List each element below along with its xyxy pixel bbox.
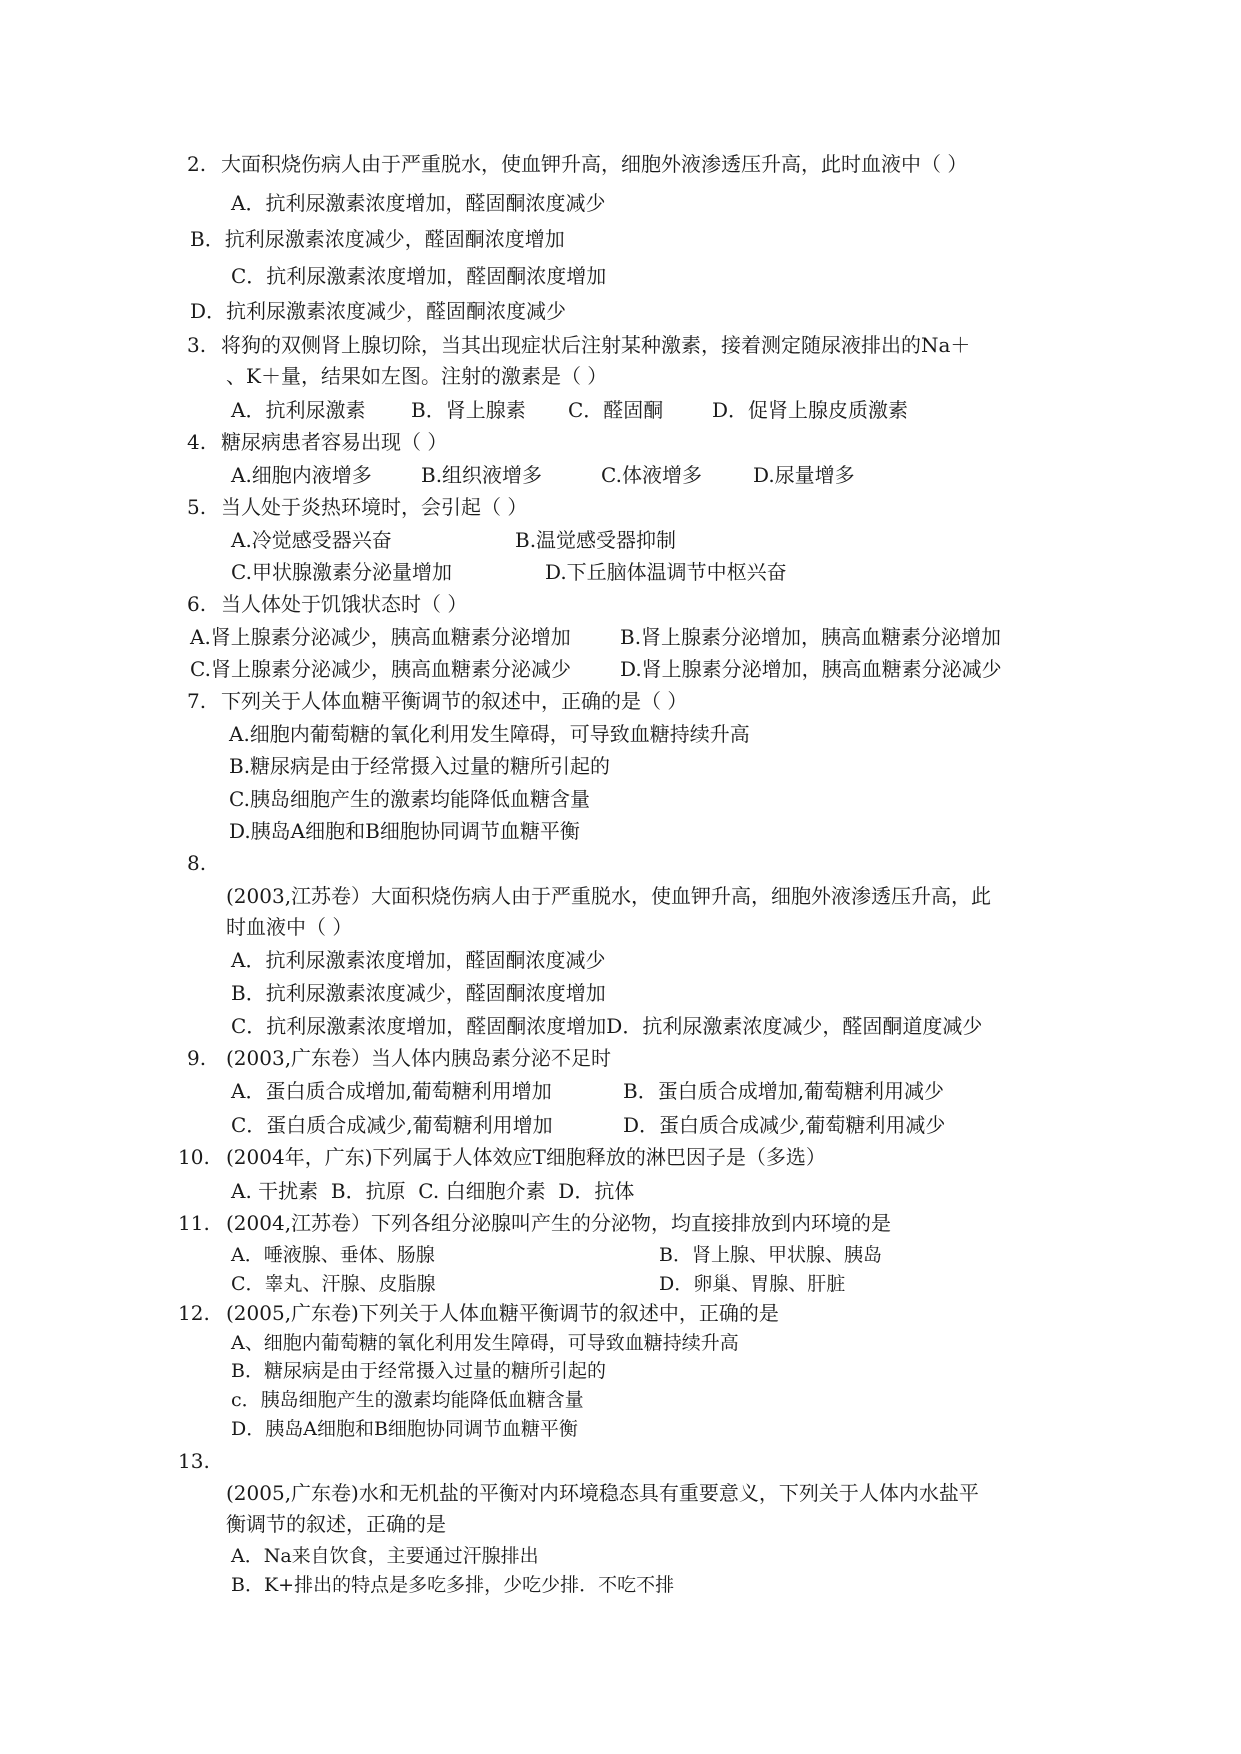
option-b: B．K+排出的特点是多吃多排，少吃少排．不吃不排 — [231, 1574, 675, 1596]
option-b: B.肾上腺素分泌增加，胰高血糖素分泌增加 — [620, 625, 1002, 649]
option-d: D．卵巢、胃腺、肝脏 — [659, 1273, 846, 1295]
option-c: C.甲状腺激素分泌量增加 — [231, 560, 452, 584]
question-stem: (2004年，广东)下列属于人体效应T细胞释放的淋巴因子是（多选） — [226, 1145, 826, 1169]
option-a: A、细胞内葡萄糖的氧化利用发生障碍，可导致血糖持续升高 — [231, 1332, 739, 1354]
question-stem: (2004,江苏卷）下列各组分泌腺叫产生的分泌物，均直接排放到内环境的是 — [226, 1211, 892, 1235]
question-stem: 当人体处于饥饿状态时（ ） — [221, 592, 468, 616]
option-a: A．蛋白质合成增加,葡萄糖利用增加 — [231, 1079, 552, 1103]
option-b: B．抗利尿激素浓度减少，醛固酮浓度增加 — [190, 227, 565, 251]
option-a: A．抗利尿激素 — [231, 398, 366, 422]
question-number: 9. — [187, 1046, 207, 1070]
question-stem: 当人处于炎热环境时，会引起（ ） — [221, 495, 528, 519]
option-a: A．抗利尿激素浓度增加，醛固酮浓度减少 — [231, 948, 606, 972]
option-c-d: C．抗利尿激素浓度增加，醛固酮浓度增加D．抗利尿激素浓度减少，醛固酮道度减少 — [231, 1014, 983, 1038]
option-c: C.胰岛细胞产生的激素均能降低血糖含量 — [229, 787, 590, 811]
question-number: 3. — [187, 333, 207, 357]
question-stem: (2005,广东卷)水和无机盐的平衡对内环境稳态具有重要意义，下列关于人体内水盐平 — [226, 1481, 979, 1505]
option-b: B．蛋白质合成增加,葡萄糖利用减少 — [623, 1079, 945, 1103]
question-number: 7. — [187, 689, 207, 713]
question-number: 10. — [178, 1145, 210, 1169]
option-a: A.细胞内葡萄糖的氧化利用发生障碍，可导致血糖持续升高 — [229, 722, 750, 746]
option-d: D．胰岛A细胞和B细胞协同调节血糖平衡 — [231, 1418, 578, 1440]
question-number: 12. — [178, 1301, 210, 1325]
option-a: A.肾上腺素分泌减少，胰高血糖素分泌增加 — [190, 625, 571, 649]
question-stem: 糖尿病患者容易出现（ ） — [221, 430, 448, 454]
option-b: B．糖尿病是由于经常摄入过量的糖所引起的 — [231, 1360, 606, 1382]
option-c: C．蛋白质合成减少,葡萄糖利用增加 — [231, 1113, 553, 1137]
option-d: D.尿量增多 — [753, 463, 855, 487]
question-number: 13. — [178, 1449, 210, 1473]
option-b: B.组织液增多 — [421, 463, 543, 487]
option-d: D．抗利尿激素浓度减少，醛固酮浓度减少 — [190, 299, 567, 323]
question-stem: (2003,江苏卷）大面积烧伤病人由于严重脱水，使血钾升高，细胞外液渗透压升高，此 — [226, 884, 992, 908]
question-number: 11. — [178, 1211, 210, 1235]
option-c: C.肾上腺素分泌减少，胰高血糖素分泌减少 — [190, 657, 571, 681]
options-line: A. 干扰素 B．抗原 C. 白细胞介素 D．抗体 — [231, 1179, 635, 1203]
question-stem: 下列关于人体血糖平衡调节的叙述中，正确的是（ ） — [221, 689, 688, 713]
question-number: 6. — [187, 592, 207, 616]
option-c: c．胰岛细胞产生的激素均能降低血糖含量 — [231, 1389, 584, 1411]
option-d: D.胰岛A细胞和B细胞协同调节血糖平衡 — [229, 819, 580, 843]
option-b: B．抗利尿激素浓度减少，醛固酮浓度增加 — [231, 981, 606, 1005]
option-c: C.体液增多 — [601, 463, 702, 487]
option-a: A．抗利尿激素浓度增加，醛固酮浓度减少 — [231, 191, 606, 215]
question-number: 2. — [187, 152, 207, 176]
option-a: A．唾液腺、垂体、肠腺 — [231, 1244, 435, 1266]
option-a: A.冷觉感受器兴奋 — [231, 528, 392, 552]
option-a: A．Na来自饮食，主要通过汗腺排出 — [231, 1545, 539, 1567]
option-c: C．抗利尿激素浓度增加，醛固酮浓度增加 — [231, 264, 607, 288]
question-stem-continued: 衡调节的叙述，正确的是 — [226, 1512, 446, 1536]
option-d: D．促肾上腺皮质激素 — [712, 398, 909, 422]
option-b: B.糖尿病是由于经常摄入过量的糖所引起的 — [229, 754, 611, 778]
question-number: 8. — [187, 851, 207, 875]
question-number: 5. — [187, 495, 207, 519]
question-stem-continued: 时血液中（ ） — [226, 915, 353, 939]
option-b: B．肾上腺、甲状腺、胰岛 — [659, 1244, 882, 1266]
option-d: D．蛋白质合成减少,葡萄糖利用减少 — [623, 1113, 946, 1137]
question-stem: (2005,广东卷)下列关于人体血糖平衡调节的叙述中，正确的是 — [226, 1301, 779, 1325]
option-d: D.下丘脑体温调节中枢兴奋 — [545, 560, 787, 584]
question-stem: (2003,广东卷）当人体内胰岛素分泌不足时 — [226, 1046, 612, 1070]
option-c: C．睾丸、汗腺、皮脂腺 — [231, 1273, 436, 1295]
option-c: C．醛固酮 — [568, 398, 664, 422]
option-a: A.细胞内液增多 — [231, 463, 372, 487]
question-stem-continued: 、K＋量，结果如左图。注射的激素是（ ） — [226, 364, 608, 388]
option-b: B．肾上腺素 — [411, 398, 526, 422]
question-stem: 将狗的双侧肾上腺切除，当其出现症状后注射某种激素，接着测定随尿液排出的Na＋ — [221, 333, 971, 357]
question-number: 4. — [187, 430, 207, 454]
option-d: D.肾上腺素分泌增加，胰高血糖素分泌减少 — [620, 657, 1002, 681]
question-stem: 大面积烧伤病人由于严重脱水，使血钾升高，细胞外液渗透压升高，此时血液中（ ） — [221, 152, 968, 176]
option-b: B.温觉感受器抑制 — [515, 528, 677, 552]
